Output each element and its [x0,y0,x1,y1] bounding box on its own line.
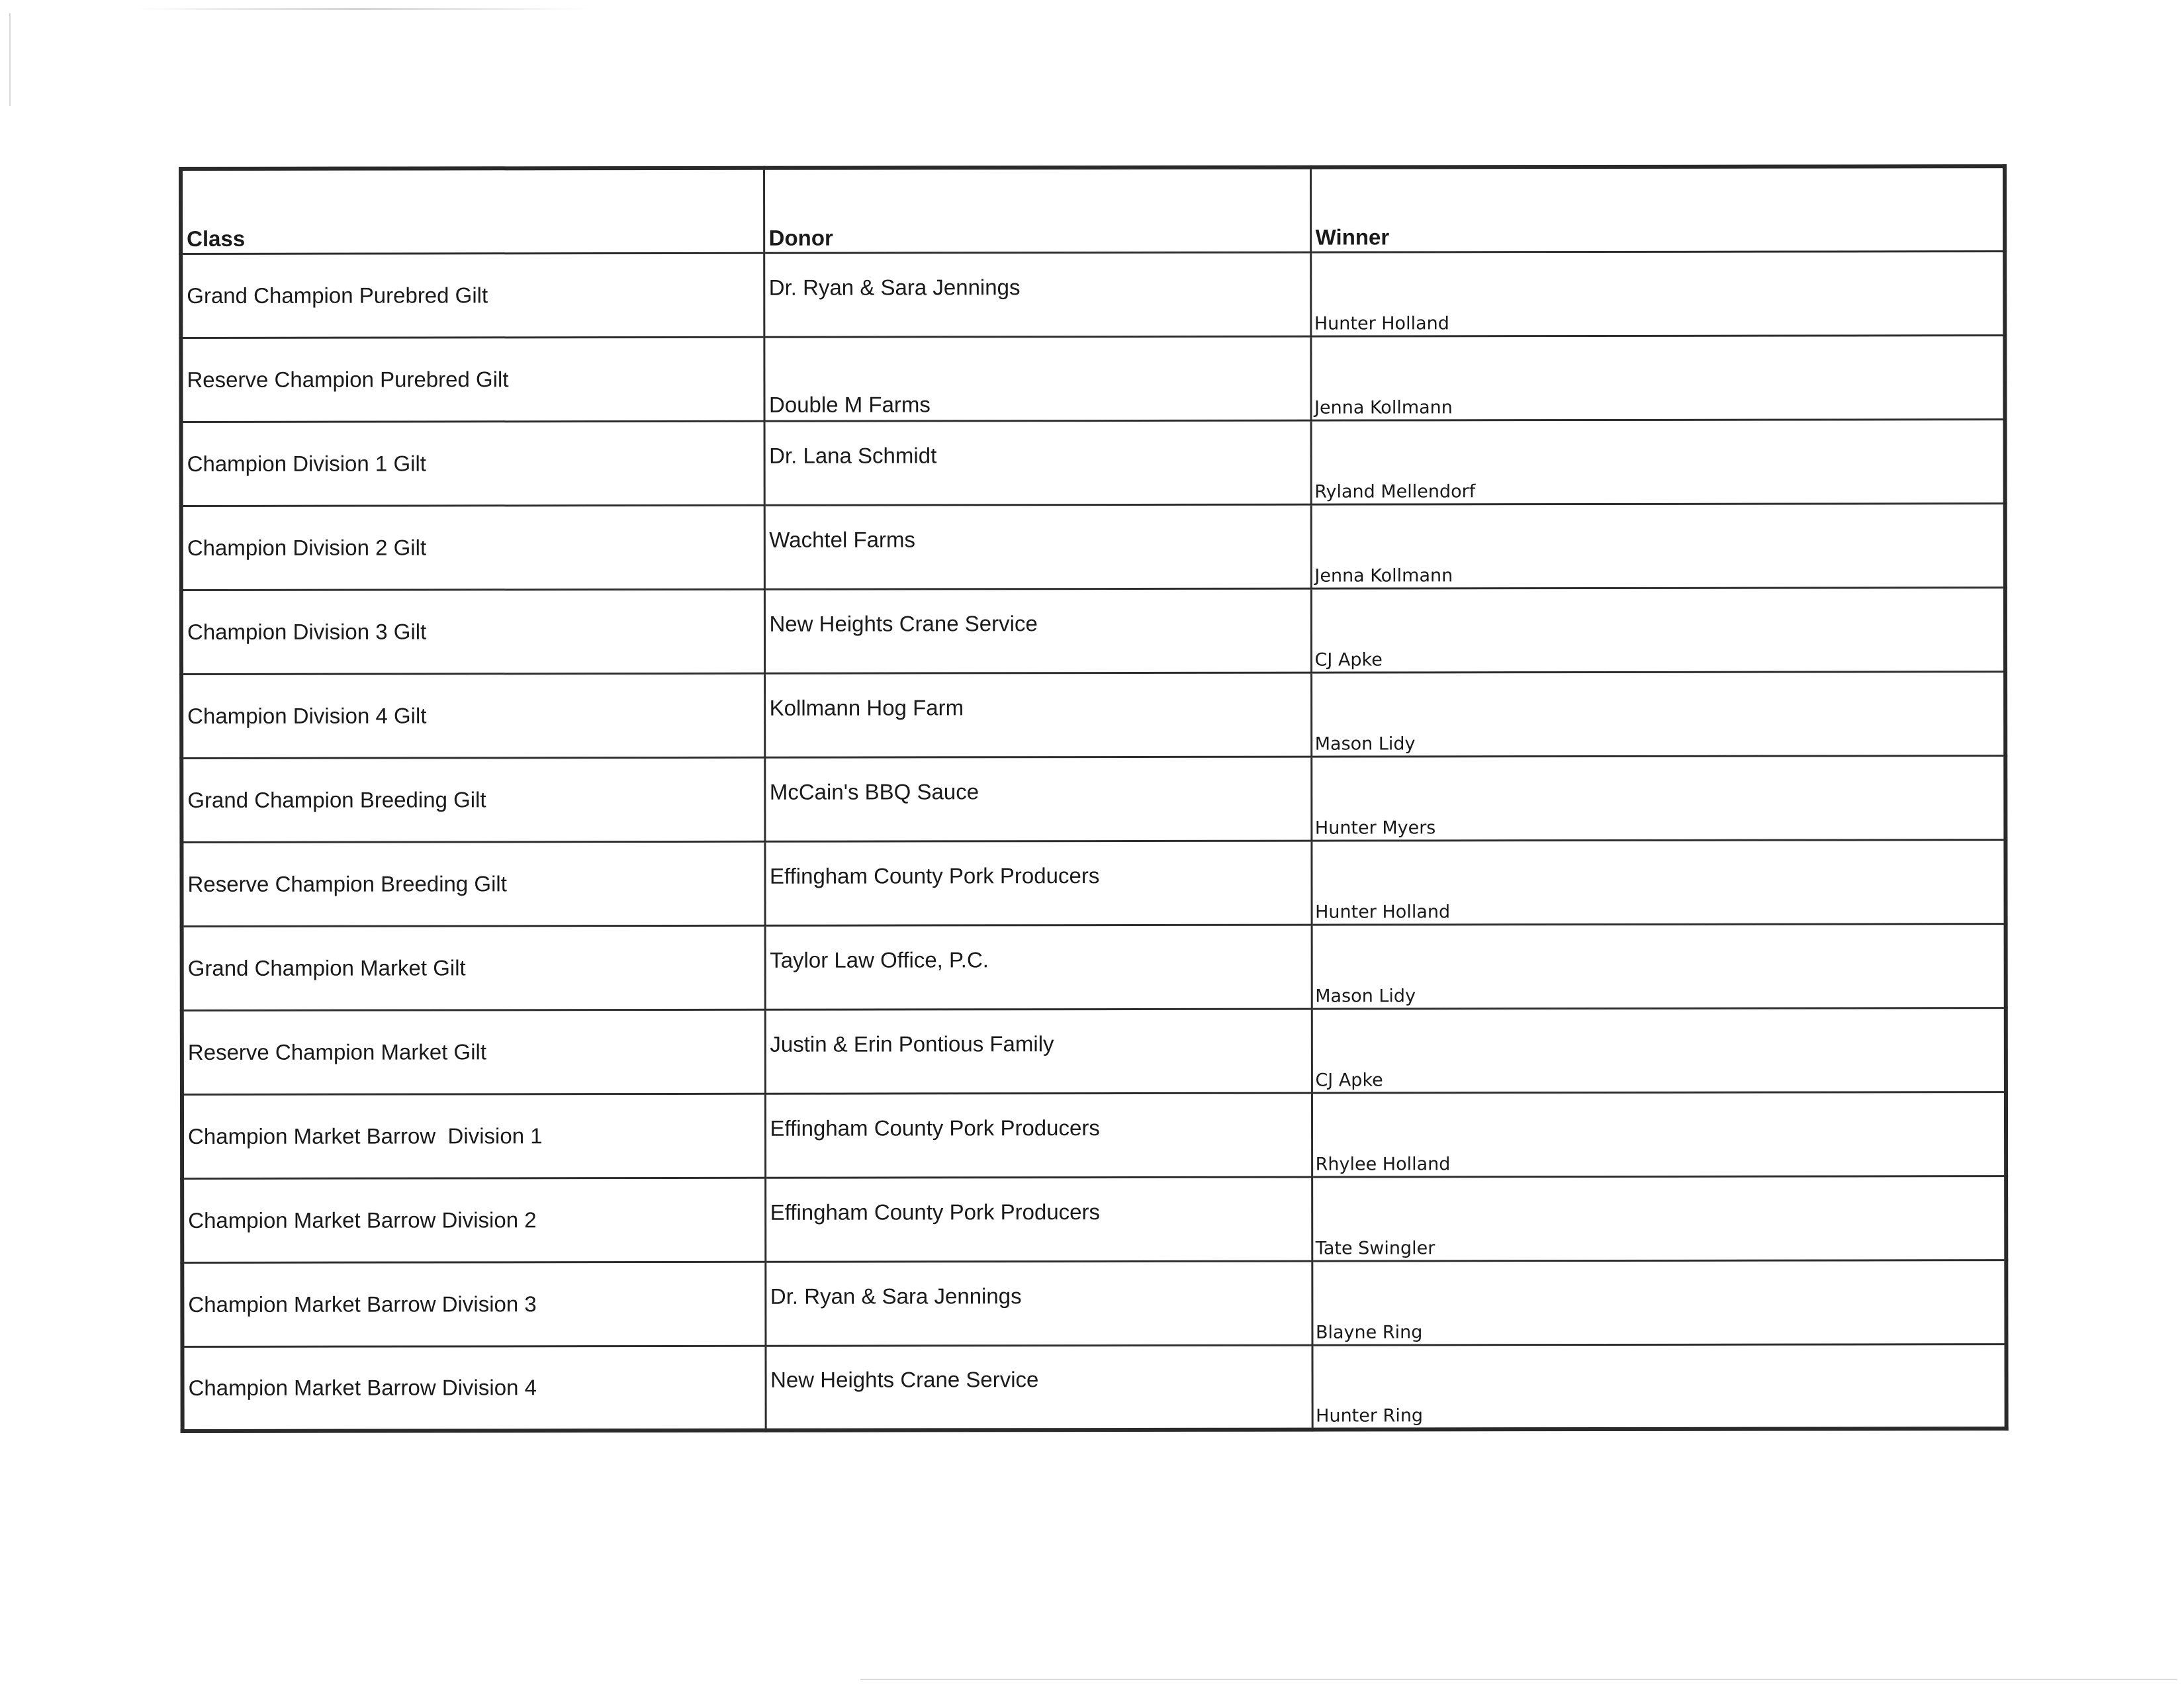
class-cell: Reserve Champion Market Gilt [182,1009,765,1094]
winner-cell: Hunter Myers [1311,756,2005,841]
donor-cell: Wachtel Farms [764,504,1311,589]
winner-cell: Mason Lidy [1311,672,2005,757]
class-cell: Reserve Champion Purebred Gilt [181,337,764,422]
donor-cell: Dr. Lana Schmidt [764,420,1311,505]
scan-artifact-top [132,8,589,10]
table-row [182,1260,2006,1347]
table-row [181,336,2005,422]
winner-cell: CJ Apke [1312,1008,2006,1093]
scan-artifact-bottom [860,1679,2177,1680]
donor-cell: Dr. Ryan & Sara Jennings [765,1261,1312,1346]
class-cell: Reserve Champion Breeding Gilt [181,841,764,926]
table-row [181,588,2005,675]
class-cell: Grand Champion Breeding Gilt [181,757,764,842]
donor-cell: Kollmann Hog Farm [764,673,1311,757]
table-row [181,756,2005,843]
donor-cell: Dr. Ryan & Sara Jennings [764,252,1310,337]
winner-cell: CJ Apke [1311,588,2005,673]
winner-cell: Mason Lidy [1312,924,2006,1009]
donor-cell: Effingham County Pork Producers [765,1093,1312,1178]
class-cell: Grand Champion Purebred Gilt [181,253,764,338]
class-cell: Champion Division 4 Gilt [181,673,764,758]
table-row [182,924,2006,1011]
winner-cell: Hunter Holland [1311,840,2005,925]
class-cell: Champion Division 2 Gilt [181,505,764,590]
class-cell: Champion Market Barrow Division 4 [182,1346,765,1430]
donor-cell: Double M Farms [764,336,1310,421]
winner-cell: Blayne Ring [1312,1260,2006,1345]
winner-cell: Jenna Kollmann [1311,504,2005,588]
table-row [181,420,2005,506]
header-class: Class [181,168,764,254]
table-row [182,1008,2006,1095]
class-cell: Champion Division 1 Gilt [181,421,764,506]
table-row [182,1092,2006,1179]
table-row [182,1344,2006,1431]
donor-cell: Effingham County Pork Producers [764,841,1311,925]
table-row [181,672,2005,759]
header-winner: Winner [1310,166,2005,252]
header-donor: Donor [764,167,1310,254]
donor-cell: Justin & Erin Pontious Family [765,1009,1312,1094]
donor-cell: McCain's BBQ Sauce [764,757,1311,841]
table-row [181,504,2005,590]
table-row [181,840,2005,927]
donor-cell: New Heights Crane Service [764,588,1311,673]
winner-cell: Hunter Holland [1310,252,2005,336]
table-row [181,252,2005,338]
class-cell: Champion Division 3 Gilt [181,589,764,674]
winner-cell: Rhylee Holland [1312,1092,2006,1177]
awards-table [179,164,2009,1432]
table-body [181,252,2006,1431]
scan-artifact-left [9,13,11,106]
donor-cell: Effingham County Pork Producers [765,1177,1312,1262]
class-cell: Grand Champion Market Gilt [182,925,765,1010]
donor-cell: Taylor Law Office, P.C. [765,925,1312,1009]
winner-cell: Ryland Mellendorf [1311,420,2005,504]
table-header [181,166,2005,254]
class-cell: Champion Market Barrow Division 1 [182,1094,765,1178]
donor-cell: New Heights Crane Service [765,1345,1312,1430]
table-row [182,1176,2006,1263]
header-row [181,166,2005,254]
class-cell: Champion Market Barrow Division 3 [182,1262,765,1346]
class-cell: Champion Market Barrow Division 2 [182,1178,765,1262]
winner-cell: Hunter Ring [1312,1344,2006,1429]
winner-cell: Jenna Kollmann [1310,336,2005,420]
winner-cell: Tate Swingler [1312,1176,2006,1261]
